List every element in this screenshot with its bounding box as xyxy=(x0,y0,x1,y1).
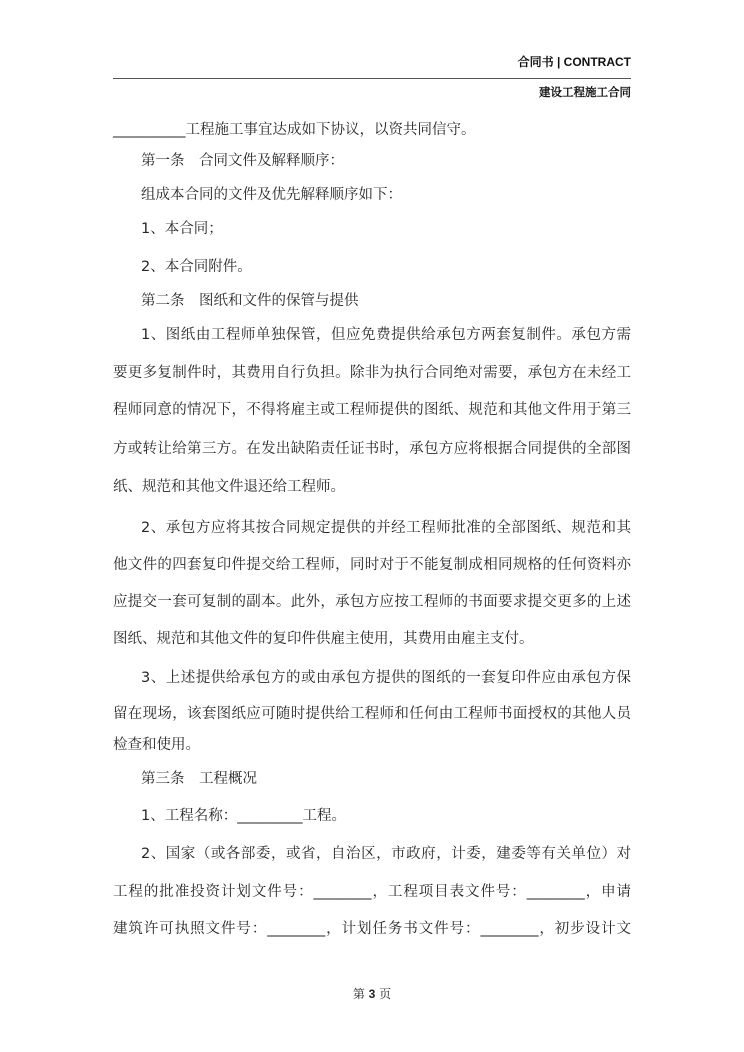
paragraph-line: 建筑许可执照文件号：________，计划任务书文件号：________，初步设计文 xyxy=(113,921,631,937)
paragraph-line: 检查和使用。 xyxy=(113,737,200,753)
paragraph-line: 方或转让给第三方。在发出缺陷责任证书时，承包方应将根据合同提供的全部图 xyxy=(113,441,631,457)
list-item: 1、工程名称：_________工程。 xyxy=(141,808,346,824)
header-divider xyxy=(113,78,631,79)
paragraph-line: 他文件的四套复印件提交给工程师，同时对于不能复制成相同规格的任何资料亦 xyxy=(113,557,631,573)
paragraph-line: 组成本合同的文件及优先解释顺序如下： xyxy=(141,187,402,203)
article-heading: 第三条 工程概况 xyxy=(141,771,257,787)
paragraph-line: __________工程施工事宜达成如下协议，以资共同信守。 xyxy=(113,122,476,138)
paragraph-line: 图纸、规范和其他文件的复印件供雇主使用，其费用由雇主支付。 xyxy=(113,631,534,647)
article-heading: 第二条 图纸和文件的保管与提供 xyxy=(141,293,359,309)
paragraph-line: 应提交一套可复制的副本。此外，承包方应按工程师的书面要求提交更多的上述 xyxy=(113,594,631,610)
header-title: 合同书 | CONTRACT xyxy=(517,55,631,69)
paragraph-line: 留在现场，该套图纸应可随时提供给工程师和任何由工程师书面授权的其他人员 xyxy=(113,706,631,722)
paragraph-line: 要更多复制件时，其费用自行负担。除非为执行合同绝对需要，承包方在未经工 xyxy=(113,365,631,381)
paragraph-line: 2、国家（或各部委，或省，自治区，市政府，计委，建委等有关单位）对 xyxy=(141,846,631,862)
list-item: 2、本合同附件。 xyxy=(141,259,252,275)
paragraph-line: 纸、规范和其他文件退还给工程师。 xyxy=(113,479,345,495)
paragraph-line: 工程的批准投资计划文件号：________，工程项目表文件号：________，申请 xyxy=(113,884,631,900)
article-heading: 第一条 合同文件及解释顺序： xyxy=(141,153,344,169)
header-subtitle: 建设工程施工合同 xyxy=(539,87,631,99)
paragraph-line: 程师同意的情况下，不得将雇主或工程师提供的图纸、规范和其他文件用于第三 xyxy=(113,402,631,418)
page-number: 3 xyxy=(368,987,376,1001)
paragraph-line: 1、图纸由工程师单独保管，但应免费提供给承包方两套复制件。承包方需 xyxy=(141,327,631,343)
page-label-suffix: 页 xyxy=(379,987,392,1001)
paragraph-line: 2、承包方应将其按合同规定提供的并经工程师批准的全部图纸、规范和其 xyxy=(141,520,631,536)
paragraph-line: 3、上述提供给承包方的或由承包方提供的图纸的一套复印件应由承包方保 xyxy=(141,670,631,686)
page-label-prefix: 第 xyxy=(352,987,365,1001)
page-footer xyxy=(0,985,744,1002)
list-item: 1、本合同； xyxy=(141,221,223,237)
